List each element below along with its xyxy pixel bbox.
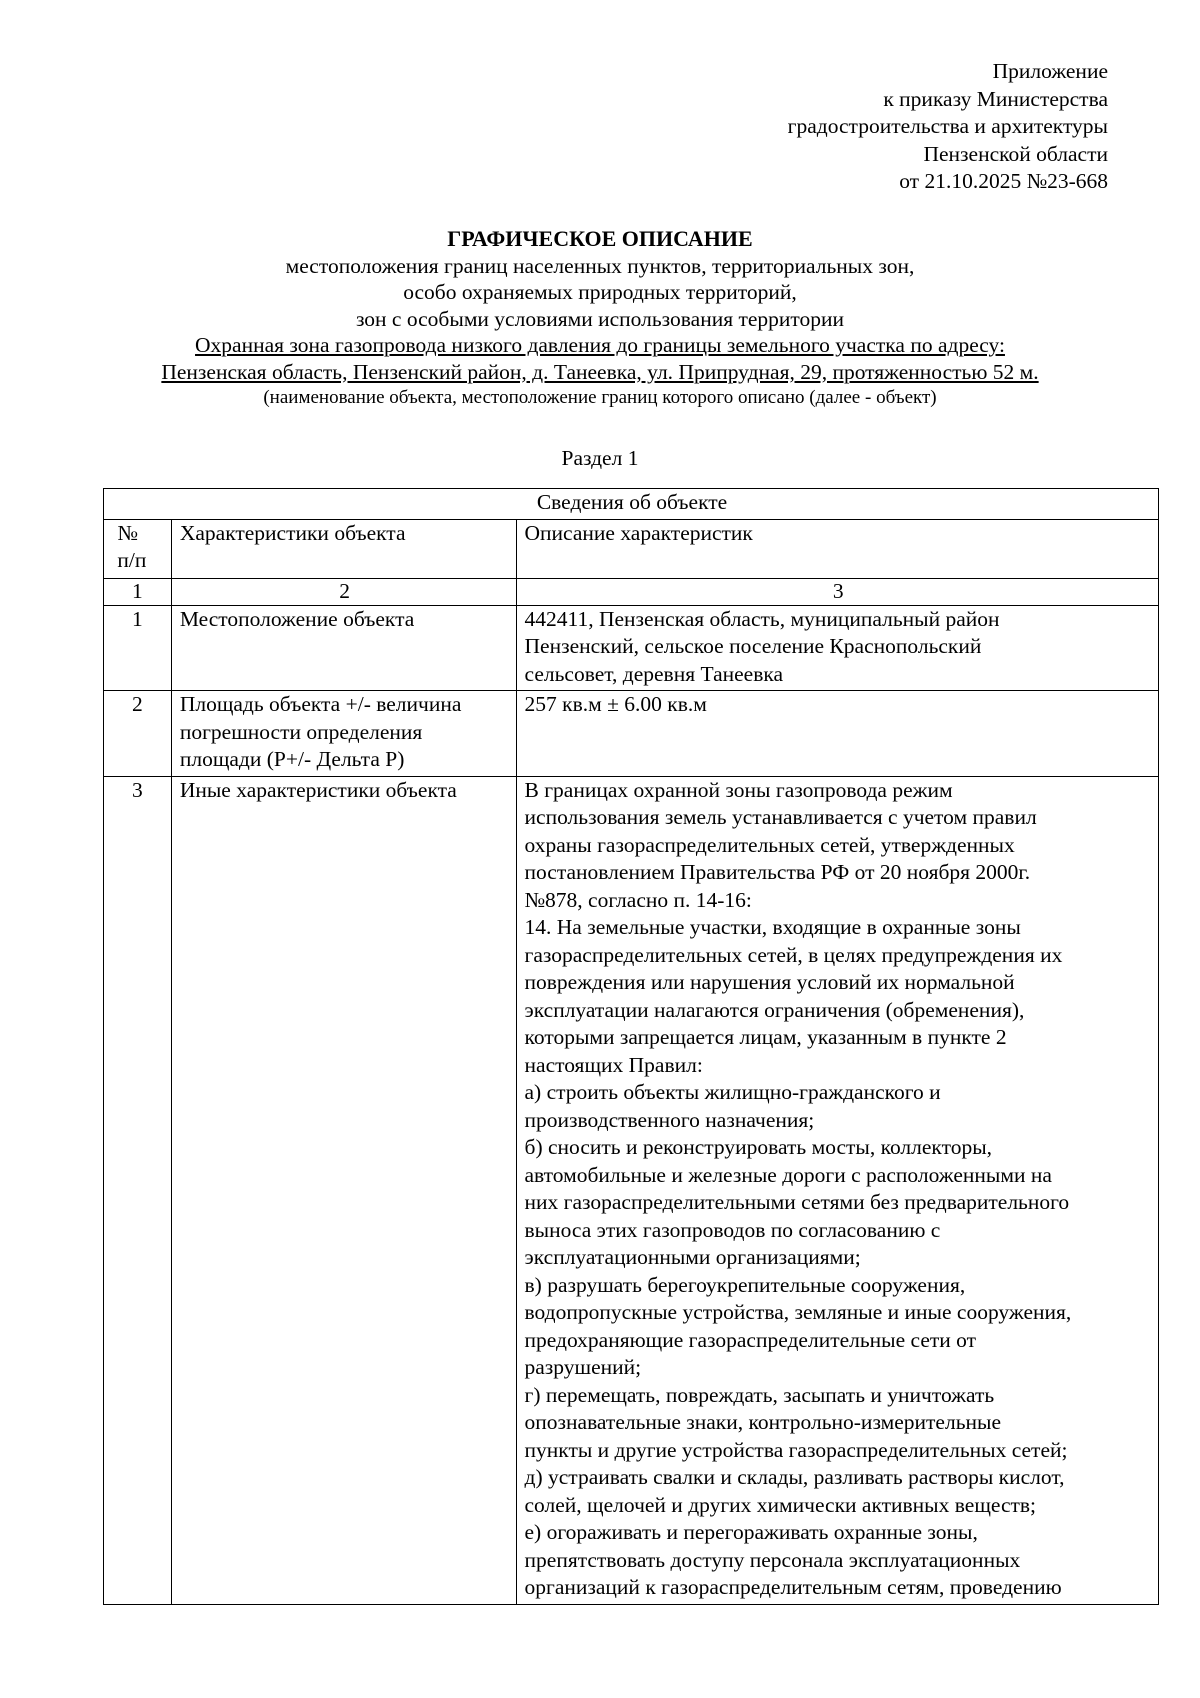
- appendix-line: Пензенской области: [923, 141, 1108, 166]
- description-line: которыми запрещается лицам, указанным в пункте 2: [524, 1025, 1007, 1049]
- description-line: настоящих Правил:: [524, 1052, 703, 1077]
- description-line: №878, согласно п. 14-16:: [524, 887, 752, 912]
- description-line: постановлением Правительства РФ от 20 ноября 2000г.: [524, 860, 1031, 884]
- document-title-block: [0, 226, 1200, 411]
- table-row: [104, 605, 1159, 691]
- object-caption: (наименование объекта, местоположение границ которого описано (далее - объект): [263, 387, 937, 408]
- description-line: г) перемещать, повреждать, засыпать и уничтожать: [524, 1382, 995, 1407]
- description-line: опознавательные знаки, контрольно-измерительные: [524, 1410, 1002, 1434]
- description-line: пункты и другие устройства газораспределительных сетей;: [524, 1437, 1068, 1462]
- description-line: 257 кв.м ± 6.00 кв.м: [524, 692, 707, 716]
- subtitle-line: особо охраняемых природных территорий,: [403, 280, 797, 304]
- row-num: 2: [104, 691, 172, 777]
- table-caption: Сведения об объекте: [104, 489, 1159, 520]
- description-line: солей, щелочей и других химически активных веществ;: [524, 1492, 1037, 1517]
- characteristic-line: Площадь объекта +/- величина: [179, 692, 462, 716]
- characteristic-line: площади (Р+/- Дельта Р): [179, 747, 405, 771]
- description-line: эксплуатации налагаются ограничения (обременения),: [524, 997, 1025, 1022]
- header-num: [104, 519, 172, 578]
- description-line: препятствовать доступу персонала эксплуатационных: [524, 1547, 1021, 1572]
- object-name-line: Охранная зона газопровода низкого давления до границы земельного участка по адресу:: [195, 333, 1005, 357]
- description-line: выноса этих газопроводов по согласованию с: [524, 1217, 941, 1242]
- row-num: 1: [104, 605, 172, 691]
- description-line: предохраняющие газораспределительные сети от: [524, 1327, 977, 1352]
- appendix-line: к приказу Министерства: [883, 86, 1108, 111]
- description-line: В границах охранной зоны газопровода режим: [524, 777, 953, 802]
- description-line: а) строить объекты жилищно-гражданского и: [524, 1080, 941, 1104]
- document-title: ГРАФИЧЕСКОЕ ОПИСАНИЕ: [447, 226, 753, 251]
- row-description: [516, 776, 1158, 1604]
- subtitle-line: местоположения границ населенных пунктов, территориальных зон,: [285, 253, 915, 278]
- table-header-row: [104, 519, 1159, 578]
- appendix-line: Приложение: [992, 59, 1108, 83]
- description-line: использования земель устанавливается с учетом правил: [524, 805, 1037, 829]
- appendix-header: [788, 58, 1108, 196]
- table-index-row: [104, 578, 1159, 605]
- object-name-line: Пензенская область, Пензенский район, д. Танеевка, ул. Припрудная, 29, протяженностью 52 м.: [161, 359, 1039, 384]
- subtitle-line: зон с особыми условиями использования территории: [355, 306, 845, 331]
- description-line: водопропускные устройства, земляные и иные сооружения,: [524, 1300, 1072, 1324]
- index-cell: 2: [171, 578, 516, 605]
- description-line: производственного назначения;: [524, 1107, 815, 1132]
- description-line: организаций к газораспределительным сетям, проведению: [524, 1575, 1062, 1599]
- description-line: автомобильные и железные дороги с расположенными на: [524, 1162, 1052, 1187]
- index-cell: 1: [104, 578, 172, 605]
- section-heading: Раздел 1: [561, 446, 639, 470]
- row-description: [516, 691, 1158, 777]
- object-info-table: [103, 488, 1159, 1605]
- header-num-text: № п/п: [117, 520, 147, 572]
- appendix-line: градостроительства и архитектуры: [787, 114, 1108, 138]
- description-line: д) устраивать свалки и склады, разливать растворы кислот,: [524, 1465, 1065, 1489]
- row-description: [516, 605, 1158, 691]
- description-line: сельсовет, деревня Танеевка: [524, 661, 784, 686]
- description-line: газораспределительных сетей, в целях предупреждения их: [524, 942, 1063, 967]
- description-line: эксплуатационными организациями;: [524, 1245, 861, 1269]
- row-characteristic: [171, 691, 516, 777]
- table-row: [104, 691, 1159, 777]
- index-cell: 3: [516, 578, 1158, 605]
- description-line: охраны газораспределительных сетей, утвержденных: [524, 832, 1015, 857]
- description-line: Пензенский, сельское поселение Краснопольский: [524, 634, 982, 658]
- row-characteristic: Иные характеристики объекта: [171, 776, 516, 1604]
- header-characteristic: Характеристики объекта: [171, 519, 516, 578]
- table-caption-row: [104, 489, 1159, 520]
- row-num: 3: [104, 776, 172, 1604]
- description-line: разрушений;: [524, 1355, 642, 1379]
- description-line: 14. На земельные участки, входящие в охранные зоны: [524, 915, 1021, 939]
- description-line: повреждения или нарушения условий их нормальной: [524, 970, 1015, 994]
- description-line: б) сносить и реконструировать мосты, коллекторы,: [524, 1135, 993, 1159]
- header-description: Описание характеристик: [516, 519, 1158, 578]
- description-line: е) огораживать и перегораживать охранные зоны,: [524, 1520, 978, 1544]
- description-line: 442411, Пензенская область, муниципальный район: [524, 606, 1000, 631]
- table-row: [104, 776, 1159, 1604]
- appendix-line: от 21.10.2025 №23-668: [899, 169, 1108, 193]
- description-line: в) разрушать берегоукрепительные сооружения,: [524, 1272, 966, 1297]
- row-characteristic: Местоположение объекта: [171, 605, 516, 691]
- description-line: них газораспределительными сетями без предварительного: [524, 1190, 1070, 1214]
- characteristic-line: погрешности определения: [179, 719, 423, 744]
